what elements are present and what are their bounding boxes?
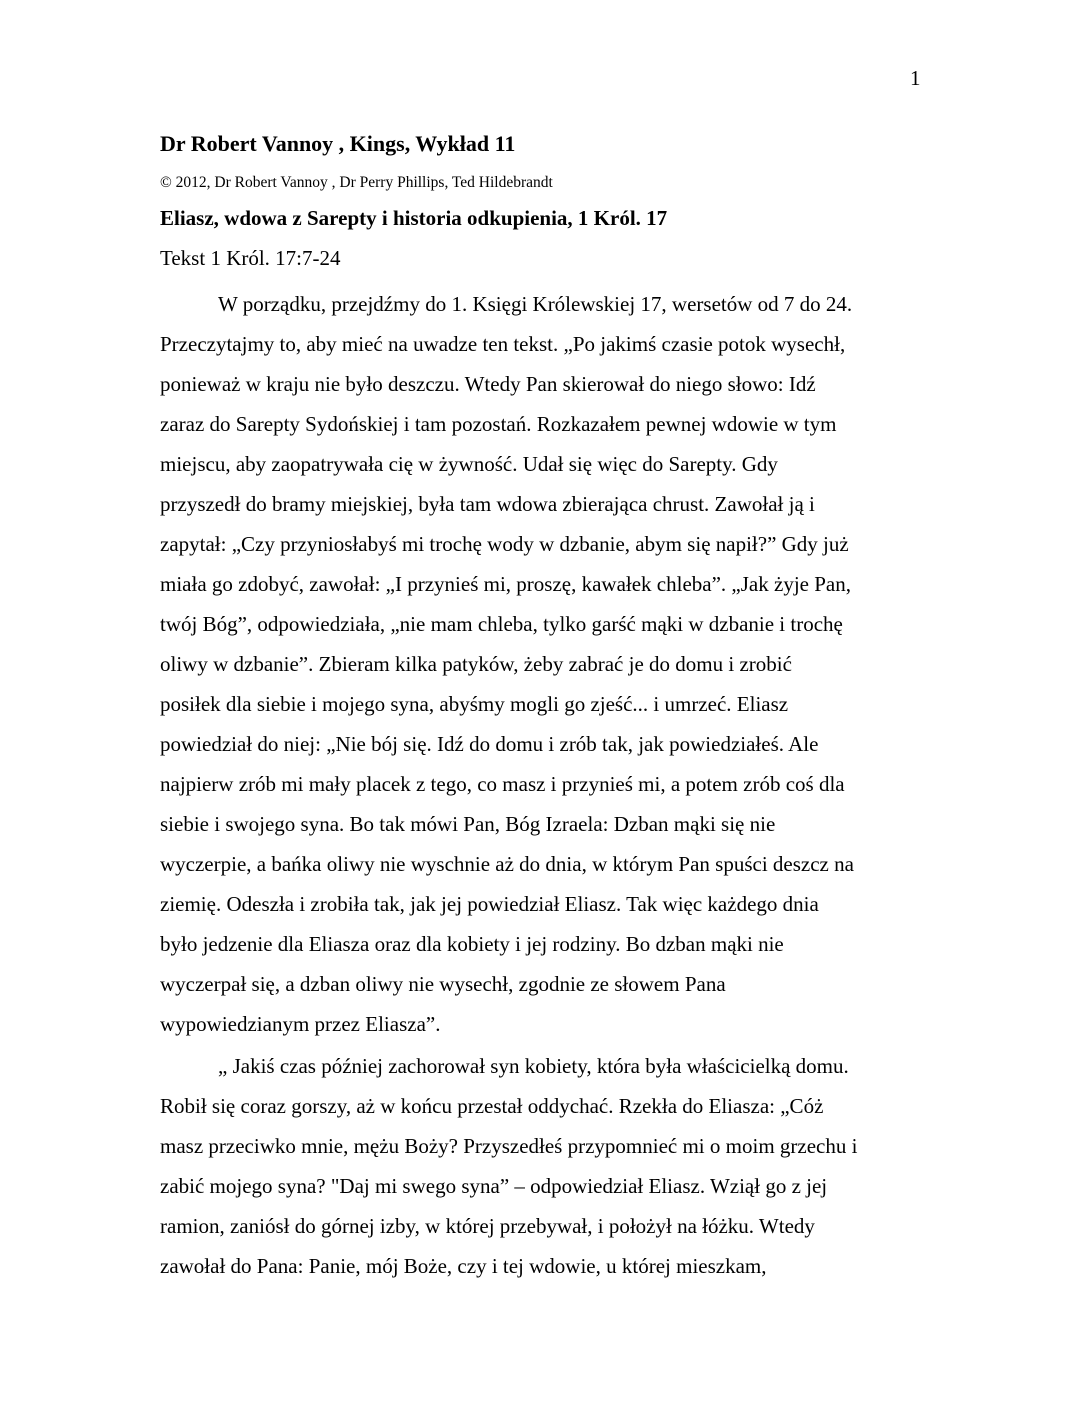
text-line: wyczerpał się, a dzban oliwy nie wysechł, zgodnie ze słowem Pana	[160, 972, 726, 996]
text-line: posiłek dla siebie i mojego syna, abyśmy mogli go zjeść... i umrzeć. Eliasz	[160, 692, 789, 716]
text-line: oliwy w dzbanie”. Zbieram kilka patyków, żeby zabrać je do domu i zrobić	[160, 652, 792, 676]
scripture-reference: Tekst 1 Król. 17:7-24	[160, 246, 341, 270]
text-line: zawołał do Pana: Panie, mój Boże, czy i tej wdowie, u której mieszkam,	[160, 1254, 767, 1278]
text-line: masz przeciwko mnie, mężu Boży? Przyszedłeś przypomnieć mi o moim grzechu i	[160, 1134, 858, 1158]
copyright-notice: © 2012, Dr Robert Vannoy , Dr Perry Phillips, Ted Hildebrandt	[160, 174, 553, 191]
text-line: ramion, zaniósł do górnej izby, w której przebywał, i położył na łóżku. Wtedy	[160, 1214, 815, 1238]
text-line: zapytał: „Czy przyniosłabyś mi trochę wody w dzbanie, abym się napił?” Gdy już	[160, 532, 849, 556]
body-text	[160, 284, 940, 1286]
text-line: było jedzenie dla Eliasza oraz dla kobiety i jej rodziny. Bo dzban mąki nie	[160, 932, 784, 956]
text-line: najpierw zrób mi mały placek z tego, co masz i przynieś mi, a potem zrób coś dla	[160, 772, 845, 796]
text-line: zabić mojego syna? "Daj mi swego syna” – odpowiedział Eliasz. Wziął go z jej	[160, 1174, 828, 1198]
page-number: 1	[910, 66, 921, 90]
text-line: powiedział do niej: „Nie bój się. Idź do domu i zrób tak, jak powiedziałeś. Ale	[160, 732, 819, 756]
text-line: W porządku, przejdźmy do 1. Księgi Królewskiej 17, wersetów od 7 do 24.	[218, 292, 853, 316]
text-line: przyszedł do bramy miejskiej, była tam wdowa zbierająca chrust. Zawołał ją i	[160, 492, 815, 516]
text-line: Przeczytajmy to, aby mieć na uwadze ten tekst. „Po jakimś czasie potok wysechł,	[160, 332, 846, 356]
text-line: zaraz do Sarepty Sydońskiej i tam pozostań. Rozkazałem pewnej wdowie w tym	[160, 412, 837, 436]
text-line: ponieważ w kraju nie było deszczu. Wtedy Pan skierował do niego słowo: Idź	[160, 372, 816, 396]
text-line: miejscu, aby zaopatrywała cię w żywność. Udał się więc do Sarepty. Gdy	[160, 452, 778, 476]
text-line: wyczerpie, a bańka oliwy nie wyschnie aż do dnia, w którym Pan spuści deszcz na	[160, 852, 854, 876]
text-line: Robił się coraz gorszy, aż w końcu przestał oddychać. Rzekła do Eliasza: „Cóż	[160, 1094, 824, 1118]
text-line: twój Bóg”, odpowiedziała, „nie mam chleba, tylko garść mąki w dzbanie i trochę	[160, 612, 843, 636]
lecture-subtitle: Eliasz, wdowa z Sarepty i historia odkupienia, 1 Król. 17	[160, 206, 668, 230]
text-line: „ Jakiś czas później zachorował syn kobiety, która była właścicielką domu.	[218, 1054, 849, 1078]
document-title: Dr Robert Vannoy , Kings, Wykład 11	[160, 131, 516, 156]
text-line: miała go zdobyć, zawołał: „I przynieś mi, proszę, kawałek chleba”. „Jak żyje Pan,	[160, 572, 851, 596]
text-line: siebie i swojego syna. Bo tak mówi Pan, Bóg Izraela: Dzban mąki się nie	[160, 812, 776, 836]
text-line: wypowiedzianym przez Eliasza”.	[160, 1012, 441, 1036]
text-line: ziemię. Odeszła i zrobiła tak, jak jej powiedział Eliasz. Tak więc każdego dnia	[160, 892, 819, 916]
